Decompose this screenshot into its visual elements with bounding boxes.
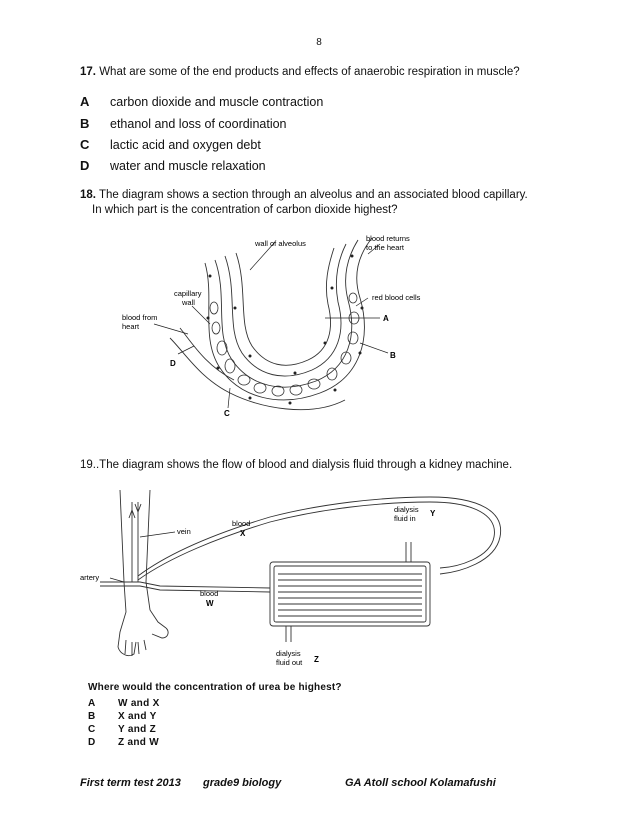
label-dialysis-in-1: dialysis <box>394 505 419 514</box>
label-wall-of-alveolus: wall of alveolus <box>255 239 306 248</box>
question-17-number: 17. <box>80 66 96 78</box>
label-blood-x-2: X <box>240 529 246 538</box>
footer-left: First term test 2013 <box>80 777 181 789</box>
label-blood-w-1: blood <box>200 589 219 598</box>
page-number: 8 <box>316 37 322 48</box>
question-18 <box>80 188 528 203</box>
q19-option-a: A W and X <box>88 698 160 709</box>
label-dialysis-out-1: dialysis <box>276 649 301 658</box>
alveolus-diagram <box>110 228 470 428</box>
label-artery: artery <box>80 573 100 582</box>
label-dialysis-in-2: fluid in <box>394 514 416 523</box>
question-17-text: What are some of the end products and effects of anaerobic respiration in muscle? <box>99 66 520 78</box>
label-blood-returns-2: to the heart <box>366 243 404 252</box>
label-a: A <box>383 314 389 323</box>
q17-option-a: A carbon dioxide and muscle contraction <box>80 94 324 109</box>
label-z: Z <box>314 655 319 664</box>
label-blood-from-2: heart <box>122 322 140 331</box>
label-b: B <box>390 351 396 360</box>
question-18-line1: The diagram shows a section through an alveolus and an associated blood capillary. <box>99 189 528 201</box>
label-c: C <box>224 409 230 418</box>
question-19-prompt: Where would the concentration of urea be highest? <box>88 682 342 693</box>
q19-option-c: C Y and Z <box>88 724 157 735</box>
footer-middle: grade9 biology <box>203 777 282 789</box>
label-capillary-1: capillary <box>174 289 202 298</box>
label-y: Y <box>430 509 436 518</box>
question-18-line2: In which part is the concentration of carbon dioxide highest? <box>92 204 398 216</box>
label-blood-from-1: blood from <box>122 313 158 322</box>
label-vein: vein <box>177 527 191 536</box>
q19-option-b: B X and Y <box>88 711 157 722</box>
label-capillary-2: wall <box>182 298 195 307</box>
label-red-blood-cells: red blood cells <box>372 293 421 302</box>
q17-option-b: B ethanol and loss of coordination <box>80 116 287 131</box>
q17-option-d: D water and muscle relaxation <box>80 158 266 173</box>
kidney-machine-diagram <box>80 482 510 677</box>
question-19: 19..The diagram shows the flow of blood and dialysis fluid through a kidney machine. <box>80 459 513 471</box>
label-blood-x-1: blood <box>232 519 251 528</box>
q19-option-d: D Z and W <box>88 737 159 748</box>
q17-option-c: C lactic acid and oxygen debt <box>80 137 261 152</box>
footer-right: GA Atoll school Kolamafushi <box>345 777 496 789</box>
question-18-number: 18. <box>80 189 96 201</box>
label-blood-w-2: W <box>206 599 214 608</box>
label-dialysis-out-2: fluid out <box>276 658 303 667</box>
question-17 <box>80 65 520 80</box>
label-d: D <box>170 359 176 368</box>
label-blood-returns-1: blood returns <box>366 234 410 243</box>
